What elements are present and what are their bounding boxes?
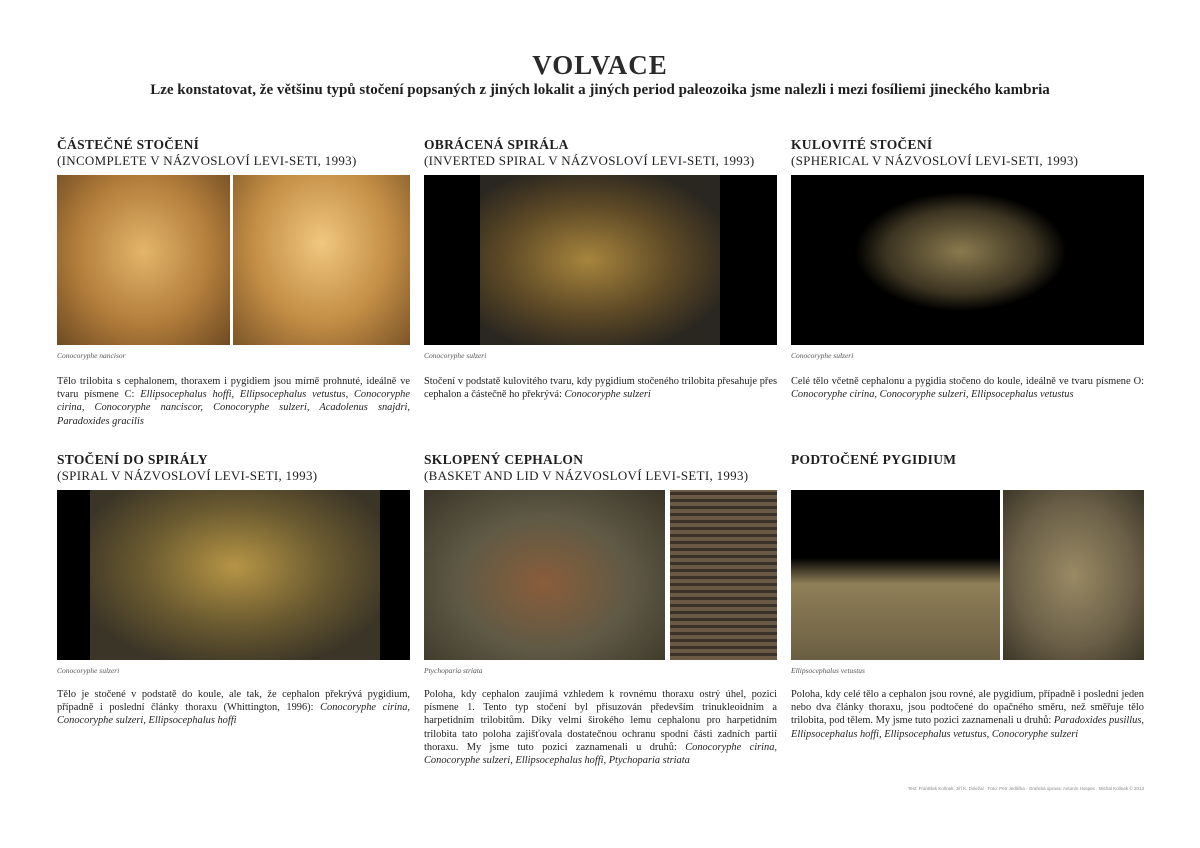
- fossil-photo: [57, 490, 410, 660]
- section-heading: PODTOČENÉ PYGIDIUM: [791, 452, 957, 467]
- section-spiral: [57, 452, 410, 772]
- section-heading: KULOVITÉ STOČENÍ: [791, 137, 933, 152]
- section-heading: ČÁSTEČNÉ STOČENÍ: [57, 137, 200, 152]
- section-subheading: (SPHERICAL V NÁZVOSLOVÍ LEVI-SETI, 1993): [791, 153, 1079, 168]
- section-text: Celé tělo včetně cephalonu a pygidia stočeno do koule, ideálně ve tvaru písmene O: Conocoryphe cirina, Conocoryphe sulzeri, Ellipsocephalus vetustus: [791, 376, 1144, 401]
- fossil-photo: [791, 490, 1144, 660]
- section-subheading: (INCOMPLETE V NÁZVOSLOVÍ LEVI-SETI, 1993): [57, 153, 357, 168]
- section-heading: OBRÁCENÁ SPIRÁLA: [424, 137, 569, 152]
- fossil-photo: [57, 175, 410, 345]
- section-text: Poloha, kdy cephalon zaujímá vzhledem k rovnému thoraxu ostrý úhel, pozici písmene 1. Tento typ stočení byl přisuzován především trinukleoidním a harpetidním trilobitům. Díky velmi širokého lemu cephalonu pro harpetidním trilobita tato poloha zajišťovala dostatečnou ochranu spodní části zadních partií thoraxu. My jsme tuto pozici zaznamenali u druhů: Conocoryphe cirina, Conocoryphe sulzeri, Ellipsocephalus hoffi, Ptychoparia striata: [424, 689, 777, 767]
- fossil-photo: [424, 490, 777, 660]
- section-heading: SKLOPENÝ CEPHALON: [424, 452, 584, 467]
- photo-caption: Ptychoparia striata: [424, 666, 483, 675]
- fossil-photo: [791, 175, 1144, 345]
- section-heading: STOČENÍ DO SPIRÁLY: [57, 452, 208, 467]
- credits-footer: Text: František Kolínek, Jiří K. Doležal · Foto: Petr Jedlička · Grafická úprava: Antonín Hospes · Michal Kolínek © 2013: [907, 786, 1144, 791]
- section-text: Tělo trilobita s cephalonem, thoraxem i pygidiem jsou mírně prohnuté, ideálně ve tvaru písmene C: Ellipsocephalus hoffi, Ellipsocephalus vetustus, Conocoryphe cirina, Conocoryphe nanciscor, Conocoryphe sulzeri, Acadolenus snajdri, Paradoxides gracilis: [57, 376, 410, 427]
- fossil-photo: [424, 175, 777, 345]
- section-text: Poloha, kdy celé tělo a cephalon jsou rovné, ale pygidium, případně i poslední jeden nebo dva články thoraxu, jsou podtočené do opačného směru, než směřuje tělo trilobita, pod tělem. My jsme tuto pozici zaznamenali u druhů: Paradoxides pusillus, Ellipsocephalus hoffi, Ellipsocephalus vetustus, Conocoryphe sulzeri: [791, 689, 1144, 740]
- section-text: Tělo je stočené v podstatě do koule, ale tak, že cephalon překrývá pygidium, případně i poslední články thoraxu (Whittington, 1996): Conocoryphe cirina, Conocoryphe sulzeri, Ellipsocephalus hoffi: [57, 689, 410, 727]
- photo-caption: Ellipsocephalus vetustus: [791, 666, 865, 675]
- section-underturned-pygidium: [791, 452, 1144, 772]
- photo-caption: Conocoryphe sulzeri: [791, 351, 854, 360]
- section-subheading: (INVERTED SPIRAL V NÁZVOSLOVÍ LEVI-SETI, 1993): [424, 153, 755, 168]
- photo-caption: Conocoryphe sulzeri: [57, 666, 120, 675]
- section-subheading: (SPIRAL V NÁZVOSLOVÍ LEVI-SETI, 1993): [57, 468, 318, 483]
- photo-caption: Conocoryphe sulzeri: [424, 351, 487, 360]
- section-basket-and-lid: [424, 452, 777, 772]
- section-partial-coil: [57, 137, 410, 437]
- section-spherical: [791, 137, 1144, 437]
- photo-caption: Conocoryphe nancisor: [57, 351, 126, 360]
- section-subheading: (BASKET AND LID V NÁZVOSLOVÍ LEVI-SETI, 1993): [424, 468, 749, 483]
- section-inverted-spiral: [424, 137, 777, 437]
- section-text: Stočení v podstatě kulovitého tvaru, kdy pygidium stočeného trilobita přesahuje přes cephalon a částečně ho překrývá: Conocoryphe sulzeri: [424, 376, 777, 401]
- poster-subtitle: Lze konstatovat, že většinu typů stočení popsaných z jiných lokalit a jiných period paleozoika jsme nalezli i mezi fosíliemi jineckého kambria: [150, 82, 1050, 98]
- poster-title: VOLVACE: [532, 50, 668, 80]
